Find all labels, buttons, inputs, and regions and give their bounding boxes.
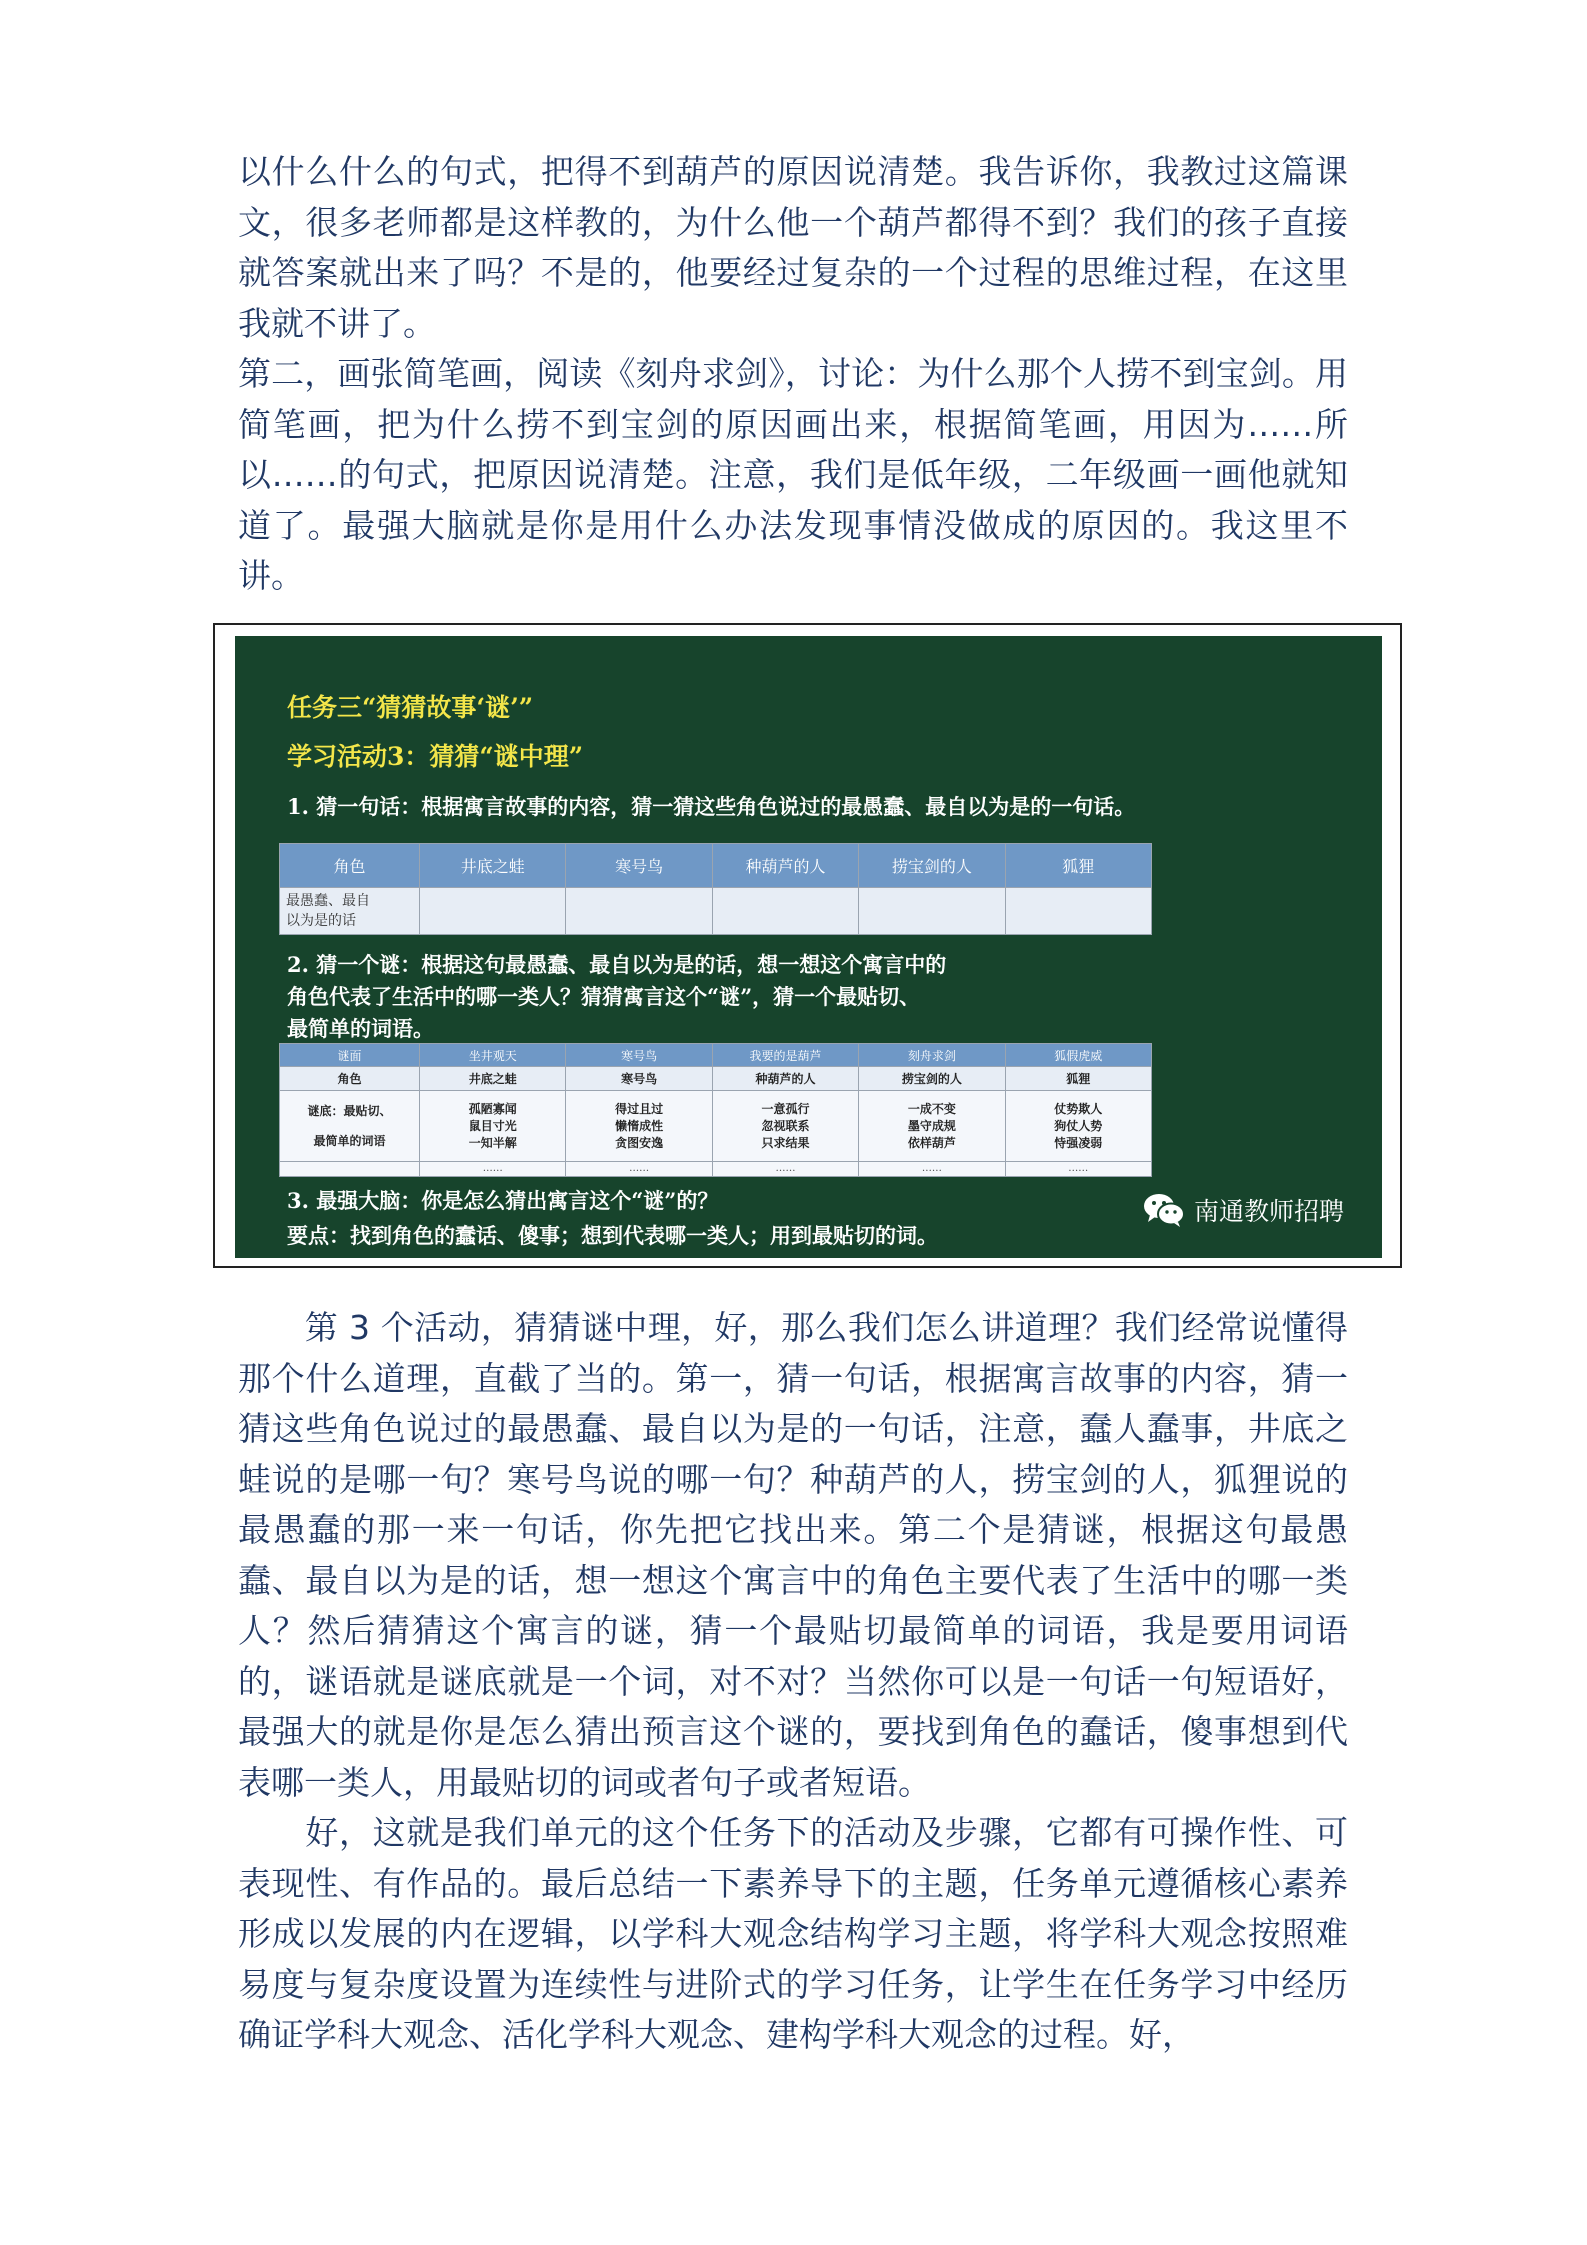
table-cell: 捞宝剑的人 xyxy=(859,1067,1005,1091)
table-header: 狐狸 xyxy=(1005,844,1151,888)
table-cell: …… xyxy=(566,1162,712,1177)
table-cell: …… xyxy=(420,1162,566,1177)
question-2-line-3: 最简单的词语。 xyxy=(287,1016,434,1041)
table-cell: 一意孤行 忽视联系 只求结果 xyxy=(712,1091,858,1162)
slide-figure xyxy=(213,623,1402,1268)
table-cell: 狐狸 xyxy=(1005,1067,1151,1091)
table-cell: 井底之蛙 xyxy=(420,1067,566,1091)
table-header: 寒号鸟 xyxy=(566,844,712,888)
question-2-line-1: 2. 猜一个谜：根据这句最愚蠢、最自以为是的话，想一想这个寓言中的 xyxy=(287,952,947,977)
table-cell: 孤陋寡闻 鼠目寸光 一知半解 xyxy=(420,1091,566,1162)
table-header: 狐假虎威 xyxy=(1005,1044,1151,1067)
watermark-text: 南通教师招聘 xyxy=(1193,1197,1344,1226)
table-header: 坐井观天 xyxy=(420,1044,566,1067)
activity-title: 学习活动3：猜猜“谜中理” xyxy=(287,742,584,771)
table-cell xyxy=(712,888,858,935)
wechat-icon xyxy=(1142,1192,1186,1228)
row-label: 角色 xyxy=(280,1067,420,1091)
table-cell: 种葫芦的人 xyxy=(712,1067,858,1091)
table-cell: …… xyxy=(712,1162,858,1177)
paragraph-1: 以什么什么的句式，把得不到葫芦的原因说清楚。我告诉你，我教过这篇课文，很多老师都是这样教的，为什么他一个葫芦都得不到？我们的孩子直接就答案就出来了吗？不是的，他要经过复杂的一个过程的思维过程，在这里我就不讲了。 第二，画张简笔画，阅读《刻舟求剑》，讨论：为什么那个人捞不到宝剑。用简笔画，把为什么捞不到宝剑的原因画出来，根据简笔画，用因为……所以……的句式，把原因说清楚。注意，我们是低年级，二年级画一画他就知道了。最强大脑就是你是用什么办法发现事情没做成的原因的。我这里不讲。 xyxy=(238,152,1348,595)
task-title: 任务三“猜猜故事‘谜’” xyxy=(287,693,534,722)
table-header: 我要的是葫芦 xyxy=(712,1044,858,1067)
wechat-watermark xyxy=(1142,1192,1344,1228)
table-cell: 一成不变 墨守成规 依样葫芦 xyxy=(859,1091,1005,1162)
paragraph-3: 好，这就是我们单元的这个任务下的活动及步骤，它都有可操作性、可表现性、有作品的。最后总结一下素养导下的主题，任务单元遵循核心素养形成以发展的内在逻辑，以学科大观念结构学习主题，将学科大观念按照难易度与复杂度设置为连续性与进阶式的学习任务，让学生在任务学习中经历确证学科大观念、活化学科大观念、建构学科大观念的过程。好， xyxy=(238,1813,1348,2054)
table-header: 寒号鸟 xyxy=(566,1044,712,1067)
table-cell xyxy=(420,888,566,935)
table-header: 捞宝剑的人 xyxy=(859,844,1005,888)
table-cell: 得过且过 懒惰成性 贪图安逸 xyxy=(566,1091,712,1162)
riddle-table xyxy=(279,1043,1152,1177)
table-cell: …… xyxy=(1005,1162,1151,1177)
table-cell xyxy=(280,1162,420,1177)
paragraph-2: 第 3 个活动，猜猜谜中理，好，那么我们怎么讲道理？我们经常说懂得那个什么道理，直截了当的。第一，猜一句话，根据寓言故事的内容，猜一猜这些角色说过的最愚蠢、最自以为是的一句话，注意，蠢人蠢事，井底之蛙说的是哪一句？寒号鸟说的哪一句？种葫芦的人，捞宝剑的人，狐狸说的最愚蠢的那一来一句话，你先把它找出来。第二个是猜谜，根据这句最愚蠢、最自以为是的话，想一想这个寓言中的角色主要代表了生活中的哪一类人？然后猜猜这个寓言的谜，猜一个最贴切最简单的词语，我是要用词语的，谜语就是谜底就是一个词，对不对？当然你可以是一句话一句短语好，最强大的就是你是怎么猜出预言这个谜的，要找到角色的蠢话，傻事想到代表哪一类人，用最贴切的词或者句子或者短语。 xyxy=(238,1308,1348,1802)
row-label: 谜底：最贴切、 最简单的词语 xyxy=(280,1091,420,1162)
table-cell: 仗势欺人 狗仗人势 恃强凌弱 xyxy=(1005,1091,1151,1162)
chalkboard-slide xyxy=(235,636,1382,1258)
table-cell xyxy=(1005,888,1151,935)
question-1: 1. 猜一句话：根据寓言故事的内容，猜一猜这些角色说过的最愚蠢、最自以为是的一句话。 xyxy=(287,794,1136,819)
table-cell xyxy=(566,888,712,935)
table-cell xyxy=(859,888,1005,935)
table-cell: 寒号鸟 xyxy=(566,1067,712,1091)
question-2-line-2: 角色代表了生活中的哪一类人？猜猜寓言这个“谜”，猜一个最贴切、 xyxy=(287,984,921,1009)
question-3-line-2: 要点：找到角色的蠢话、傻事；想到代表哪一类人；用到最贴切的词。 xyxy=(287,1223,938,1248)
guess-sentence-table xyxy=(279,843,1152,935)
row-label: 最愚蠢、最自 以为是的话 xyxy=(280,888,420,935)
question-3-line-1: 3. 最强大脑：你是怎么猜出寓言这个“谜”的？ xyxy=(287,1188,719,1213)
table-cell: …… xyxy=(859,1162,1005,1177)
table-header: 角色 xyxy=(280,844,420,888)
table-header: 谜面 xyxy=(280,1044,420,1067)
table-header: 种葫芦的人 xyxy=(712,844,858,888)
table-header: 刻舟求剑 xyxy=(859,1044,1005,1067)
table-header: 井底之蛙 xyxy=(420,844,566,888)
